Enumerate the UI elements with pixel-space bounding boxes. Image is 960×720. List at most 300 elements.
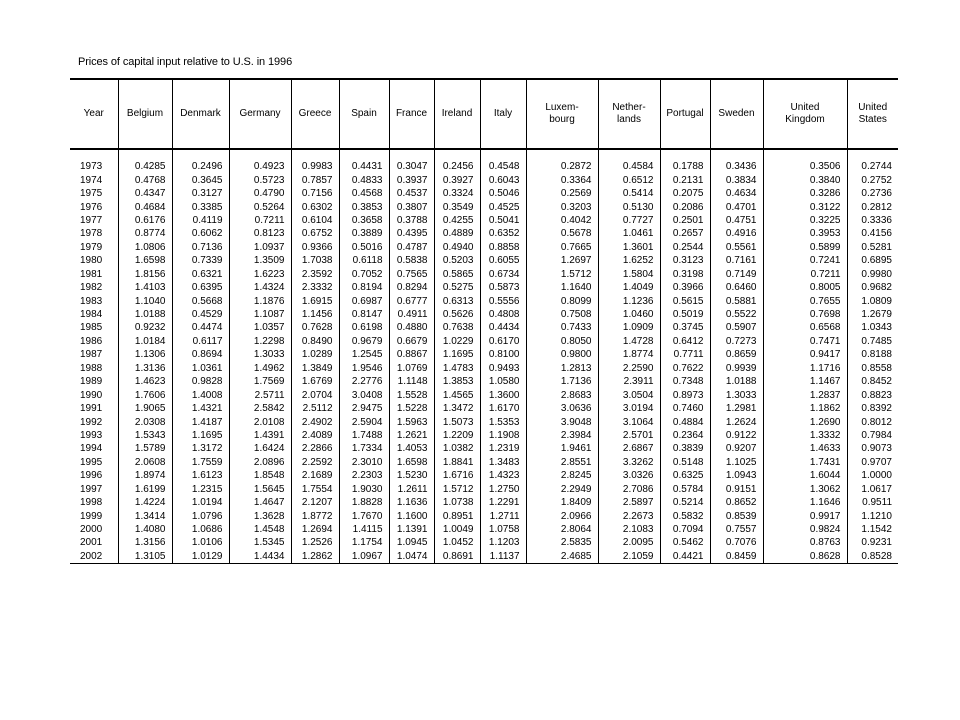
year-cell: 1990 xyxy=(80,389,103,401)
value-cell: 0.2872 xyxy=(526,160,598,173)
value-cell: 0.9824 xyxy=(763,523,847,536)
value-cell: 0.6412 xyxy=(660,335,710,348)
value-cell: 1.6424 xyxy=(229,442,291,455)
value-cell: 0.5016 xyxy=(339,241,389,254)
value-cell: 1.5712 xyxy=(434,483,480,496)
value-cell: 0.8188 xyxy=(847,348,898,361)
value-cell: 1.6170 xyxy=(480,402,526,415)
value-cell: 0.4119 xyxy=(172,214,229,227)
value-cell: 1.1876 xyxy=(229,294,291,307)
value-cell: 1.4115 xyxy=(339,523,389,536)
column-header-text: lands xyxy=(617,114,641,125)
value-cell: 1.3156 xyxy=(118,536,172,549)
value-cell: 0.6512 xyxy=(598,173,660,186)
value-cell: 2.5835 xyxy=(526,536,598,549)
value-cell: 0.7698 xyxy=(763,308,847,321)
value-cell: 0.6734 xyxy=(480,268,526,281)
value-cell: 2.0308 xyxy=(118,415,172,428)
value-cell: 2.1083 xyxy=(598,523,660,536)
value-cell: 0.3127 xyxy=(172,187,229,200)
value-cell: 0.6302 xyxy=(291,200,339,213)
value-cell: 0.6752 xyxy=(291,227,339,240)
value-cell: 1.8841 xyxy=(434,456,480,469)
value-cell: 1.3472 xyxy=(434,402,480,415)
value-cell: 0.9493 xyxy=(480,362,526,375)
value-cell: 0.6895 xyxy=(847,254,898,267)
value-cell: 1.4103 xyxy=(118,281,172,294)
value-cell: 0.8951 xyxy=(434,509,480,522)
value-cell: 0.2086 xyxy=(660,200,710,213)
value-cell: 1.0229 xyxy=(434,335,480,348)
value-cell: 1.2526 xyxy=(291,536,339,549)
value-cell: 3.9048 xyxy=(526,415,598,428)
value-cell: 0.4833 xyxy=(339,173,389,186)
value-cell: 0.2501 xyxy=(660,214,710,227)
value-cell: 0.4548 xyxy=(480,160,526,173)
value-cell: 0.8194 xyxy=(339,281,389,294)
year-cell: 1992 xyxy=(80,416,103,428)
value-cell: 0.8099 xyxy=(526,294,598,307)
value-cell: 1.3853 xyxy=(434,375,480,388)
spacer-cell xyxy=(710,149,763,160)
year-cell: 2000 xyxy=(80,524,103,536)
column-header-text: Belgium xyxy=(126,108,164,119)
value-cell: 1.3332 xyxy=(763,429,847,442)
value-cell: 0.3385 xyxy=(172,200,229,213)
value-cell: 1.0000 xyxy=(847,469,898,482)
value-cell: 1.2750 xyxy=(480,483,526,496)
value-cell: 1.3172 xyxy=(172,442,229,455)
value-cell: 1.2319 xyxy=(480,442,526,455)
value-cell: 1.2694 xyxy=(291,523,339,536)
value-cell: 0.9151 xyxy=(710,483,763,496)
value-cell: 0.2075 xyxy=(660,187,710,200)
value-cell: 1.0184 xyxy=(118,335,172,348)
value-cell: 1.3033 xyxy=(229,348,291,361)
value-cell: 0.7136 xyxy=(172,241,229,254)
value-cell: 1.6044 xyxy=(763,469,847,482)
value-cell: 3.0636 xyxy=(526,402,598,415)
value-cell: 1.7431 xyxy=(763,456,847,469)
value-cell: 0.8763 xyxy=(763,536,847,549)
value-cell: 1.6223 xyxy=(229,268,291,281)
value-cell: 0.5561 xyxy=(710,241,763,254)
value-cell: 0.3364 xyxy=(526,173,598,186)
column-header-text: Denmark xyxy=(180,108,221,119)
value-cell: 0.6460 xyxy=(710,281,763,294)
value-cell: 1.2621 xyxy=(389,429,434,442)
value-cell: 0.3123 xyxy=(660,254,710,267)
year-cell: 1975 xyxy=(80,188,103,200)
value-cell: 0.2544 xyxy=(660,241,710,254)
value-cell: 1.8156 xyxy=(118,268,172,281)
value-cell: 2.7086 xyxy=(598,483,660,496)
value-cell: 0.4911 xyxy=(389,308,434,321)
value-cell: 0.6321 xyxy=(172,268,229,281)
value-cell: 0.7727 xyxy=(598,214,660,227)
value-cell: 0.7508 xyxy=(526,308,598,321)
value-cell: 0.4940 xyxy=(434,241,480,254)
value-cell: 1.1600 xyxy=(389,509,434,522)
value-cell: 1.0106 xyxy=(172,536,229,549)
value-cell: 0.3745 xyxy=(660,321,710,334)
spacer-cell xyxy=(70,149,118,160)
table-row xyxy=(70,281,898,294)
value-cell: 0.8558 xyxy=(847,362,898,375)
value-cell: 1.6598 xyxy=(389,456,434,469)
value-cell: 1.5712 xyxy=(526,268,598,281)
table-row xyxy=(70,241,898,254)
value-cell: 0.8539 xyxy=(710,509,763,522)
value-cell: 2.8683 xyxy=(526,388,598,401)
value-cell: 0.5784 xyxy=(660,483,710,496)
value-cell: 1.8774 xyxy=(598,348,660,361)
table-row xyxy=(70,523,898,536)
spacer-cell xyxy=(763,149,847,160)
value-cell: 1.0580 xyxy=(480,375,526,388)
column-header-text: Ireland xyxy=(441,108,473,119)
value-cell: 0.9511 xyxy=(847,496,898,509)
value-cell: 0.7241 xyxy=(763,254,847,267)
table-row xyxy=(70,442,898,455)
value-cell: 1.0461 xyxy=(598,227,660,240)
value-cell: 1.1025 xyxy=(710,456,763,469)
table-row xyxy=(70,469,898,482)
year-cell: 1980 xyxy=(80,255,103,267)
value-cell: 2.1059 xyxy=(598,550,660,564)
value-cell: 0.7622 xyxy=(660,362,710,375)
value-cell: 1.1210 xyxy=(847,509,898,522)
column-header-text: Luxem- xyxy=(545,102,579,113)
value-cell: 0.2744 xyxy=(847,160,898,173)
spacer-cell xyxy=(480,149,526,160)
column-header-text: Nether- xyxy=(612,102,646,113)
value-cell: 1.1148 xyxy=(389,375,434,388)
value-cell: 1.4434 xyxy=(229,550,291,564)
value-cell: 0.8652 xyxy=(710,496,763,509)
value-cell: 0.7485 xyxy=(847,335,898,348)
value-cell: 0.2456 xyxy=(434,160,480,173)
value-cell: 2.4902 xyxy=(291,415,339,428)
value-cell: 0.6198 xyxy=(339,321,389,334)
value-cell: 0.9366 xyxy=(291,241,339,254)
value-cell: 0.7156 xyxy=(291,187,339,200)
value-cell: 0.4880 xyxy=(389,321,434,334)
spacer-cell xyxy=(229,149,291,160)
value-cell: 1.3414 xyxy=(118,509,172,522)
value-cell: 0.7460 xyxy=(660,402,710,415)
value-cell: 0.7628 xyxy=(291,321,339,334)
column-header xyxy=(118,79,172,149)
value-cell: 1.0343 xyxy=(847,321,898,334)
column-header xyxy=(660,79,710,149)
value-cell: 0.3549 xyxy=(434,200,480,213)
value-cell: 1.0738 xyxy=(434,496,480,509)
value-cell: 1.8772 xyxy=(291,509,339,522)
value-cell: 1.9461 xyxy=(526,442,598,455)
spacer-row xyxy=(70,149,898,160)
table-row xyxy=(70,321,898,334)
value-cell: 1.5345 xyxy=(229,536,291,549)
value-cell: 1.1636 xyxy=(389,496,434,509)
column-header xyxy=(389,79,434,149)
value-cell: 3.3262 xyxy=(598,456,660,469)
value-cell: 0.4684 xyxy=(118,200,172,213)
value-cell: 1.6598 xyxy=(118,254,172,267)
value-cell: 1.2611 xyxy=(389,483,434,496)
value-cell: 1.5230 xyxy=(389,469,434,482)
value-cell: 1.4783 xyxy=(434,362,480,375)
value-cell: 1.5528 xyxy=(389,388,434,401)
value-cell: 0.8659 xyxy=(710,348,763,361)
value-cell: 1.1695 xyxy=(172,429,229,442)
value-cell: 1.0129 xyxy=(172,550,229,564)
value-cell: 0.4751 xyxy=(710,214,763,227)
year-cell: 1973 xyxy=(80,161,103,173)
value-cell: 0.9682 xyxy=(847,281,898,294)
value-cell: 0.2496 xyxy=(172,160,229,173)
value-cell: 1.3509 xyxy=(229,254,291,267)
value-cell: 2.2866 xyxy=(291,442,339,455)
column-header-text: Germany xyxy=(239,108,281,119)
value-cell: 1.3628 xyxy=(229,509,291,522)
value-cell: 0.1788 xyxy=(660,160,710,173)
value-cell: 0.4285 xyxy=(118,160,172,173)
value-cell: 0.2364 xyxy=(660,429,710,442)
value-cell: 0.5046 xyxy=(480,187,526,200)
year-cell: 1976 xyxy=(80,201,103,213)
value-cell: 0.4347 xyxy=(118,187,172,200)
spacer-cell xyxy=(660,149,710,160)
value-cell: 0.5678 xyxy=(526,227,598,240)
value-cell: 0.6352 xyxy=(480,227,526,240)
value-cell: 1.1306 xyxy=(118,348,172,361)
value-cell: 1.8828 xyxy=(339,496,389,509)
value-cell: 1.7559 xyxy=(172,456,229,469)
year-cell: 1989 xyxy=(80,376,103,388)
value-cell: 1.6769 xyxy=(291,375,339,388)
value-cell: 1.2298 xyxy=(229,335,291,348)
year-cell: 1978 xyxy=(80,228,103,240)
value-cell: 1.4728 xyxy=(598,335,660,348)
value-cell: 1.7569 xyxy=(229,375,291,388)
value-cell: 0.7076 xyxy=(710,536,763,549)
value-cell: 1.2813 xyxy=(526,362,598,375)
value-cell: 0.6568 xyxy=(763,321,847,334)
value-cell: 2.9475 xyxy=(339,402,389,415)
value-cell: 1.4049 xyxy=(598,281,660,294)
value-cell: 2.0608 xyxy=(118,456,172,469)
value-cell: 2.3592 xyxy=(291,268,339,281)
column-header xyxy=(847,79,898,149)
value-cell: 2.4685 xyxy=(526,550,598,564)
value-cell: 0.3198 xyxy=(660,268,710,281)
value-cell: 0.9983 xyxy=(291,160,339,173)
value-cell: 1.7554 xyxy=(291,483,339,496)
value-cell: 1.2291 xyxy=(480,496,526,509)
value-cell: 2.4089 xyxy=(291,429,339,442)
value-cell: 1.3062 xyxy=(763,483,847,496)
value-cell: 0.3788 xyxy=(389,214,434,227)
value-cell: 1.3600 xyxy=(480,388,526,401)
year-cell: 1998 xyxy=(80,497,103,509)
table-row xyxy=(70,187,898,200)
value-cell: 1.8548 xyxy=(229,469,291,482)
value-cell: 1.2679 xyxy=(847,308,898,321)
value-cell: 1.0289 xyxy=(291,348,339,361)
value-cell: 2.2590 xyxy=(598,362,660,375)
value-cell: 1.1716 xyxy=(763,362,847,375)
value-cell: 1.7606 xyxy=(118,388,172,401)
value-cell: 1.0796 xyxy=(172,509,229,522)
header-row xyxy=(70,79,898,149)
value-cell: 2.1207 xyxy=(291,496,339,509)
value-cell: 1.0382 xyxy=(434,442,480,455)
value-cell: 1.4008 xyxy=(172,388,229,401)
value-cell: 0.5130 xyxy=(598,200,660,213)
value-cell: 0.4431 xyxy=(339,160,389,173)
value-cell: 2.2949 xyxy=(526,483,598,496)
value-cell: 0.3645 xyxy=(172,173,229,186)
table-row xyxy=(70,402,898,415)
value-cell: 0.4790 xyxy=(229,187,291,200)
year-cell: 1986 xyxy=(80,335,103,347)
value-cell: 1.2690 xyxy=(763,415,847,428)
value-cell: 2.5112 xyxy=(291,402,339,415)
table-row xyxy=(70,335,898,348)
column-header xyxy=(526,79,598,149)
value-cell: 0.5214 xyxy=(660,496,710,509)
table-row xyxy=(70,388,898,401)
value-cell: 0.5668 xyxy=(172,294,229,307)
value-cell: 0.7273 xyxy=(710,335,763,348)
value-cell: 0.4584 xyxy=(598,160,660,173)
value-cell: 1.6716 xyxy=(434,469,480,482)
value-cell: 1.9546 xyxy=(339,362,389,375)
value-cell: 0.9417 xyxy=(763,348,847,361)
value-cell: 0.8858 xyxy=(480,241,526,254)
value-cell: 0.3225 xyxy=(763,214,847,227)
value-cell: 0.7665 xyxy=(526,241,598,254)
value-cell: 2.0095 xyxy=(598,536,660,549)
value-cell: 2.1689 xyxy=(291,469,339,482)
value-cell: 1.0049 xyxy=(434,523,480,536)
value-cell: 0.5462 xyxy=(660,536,710,549)
value-cell: 0.8459 xyxy=(710,550,763,564)
value-cell: 0.3927 xyxy=(434,173,480,186)
table-row xyxy=(70,550,898,564)
value-cell: 2.3984 xyxy=(526,429,598,442)
value-cell: 1.2711 xyxy=(480,509,526,522)
value-cell: 0.3324 xyxy=(434,187,480,200)
value-cell: 0.8490 xyxy=(291,335,339,348)
value-cell: 0.4701 xyxy=(710,200,763,213)
value-cell: 0.8774 xyxy=(118,227,172,240)
value-cell: 0.5907 xyxy=(710,321,763,334)
value-cell: 2.3010 xyxy=(339,456,389,469)
value-cell: 0.5723 xyxy=(229,173,291,186)
value-cell: 0.9828 xyxy=(172,375,229,388)
column-header xyxy=(480,79,526,149)
year-cell: 1982 xyxy=(80,282,103,294)
value-cell: 0.3047 xyxy=(389,160,434,173)
value-cell: 0.3839 xyxy=(660,442,710,455)
column-header xyxy=(763,79,847,149)
table-row xyxy=(70,429,898,442)
value-cell: 1.1754 xyxy=(339,536,389,549)
value-cell: 0.7565 xyxy=(389,268,434,281)
value-cell: 0.7052 xyxy=(339,268,389,281)
value-cell: 1.2315 xyxy=(172,483,229,496)
value-cell: 1.0686 xyxy=(172,523,229,536)
value-cell: 0.3807 xyxy=(389,200,434,213)
value-cell: 0.3122 xyxy=(763,200,847,213)
value-cell: 1.1646 xyxy=(763,496,847,509)
value-cell: 3.0194 xyxy=(598,402,660,415)
value-cell: 2.3911 xyxy=(598,375,660,388)
value-cell: 1.1467 xyxy=(763,375,847,388)
year-cell: 2001 xyxy=(80,537,103,549)
table-row xyxy=(70,375,898,388)
value-cell: 1.5963 xyxy=(389,415,434,428)
value-cell: 1.3601 xyxy=(598,241,660,254)
year-cell: 1999 xyxy=(80,510,103,522)
value-cell: 0.3203 xyxy=(526,200,598,213)
value-cell: 0.8628 xyxy=(763,550,847,564)
value-cell: 0.4634 xyxy=(710,187,763,200)
value-cell: 3.0326 xyxy=(598,469,660,482)
spacer-cell xyxy=(172,149,229,160)
value-cell: 0.2131 xyxy=(660,173,710,186)
value-cell: 1.0809 xyxy=(847,294,898,307)
value-cell: 1.0474 xyxy=(389,550,434,564)
table-row xyxy=(70,268,898,281)
value-cell: 0.5275 xyxy=(434,281,480,294)
value-cell: 1.1695 xyxy=(434,348,480,361)
value-cell: 0.4568 xyxy=(339,187,389,200)
value-cell: 1.2209 xyxy=(434,429,480,442)
spacer-cell xyxy=(339,149,389,160)
value-cell: 1.0909 xyxy=(598,321,660,334)
value-cell: 1.4565 xyxy=(434,388,480,401)
value-cell: 0.6325 xyxy=(660,469,710,482)
table-row xyxy=(70,496,898,509)
value-cell: 1.6252 xyxy=(598,254,660,267)
value-cell: 0.6313 xyxy=(434,294,480,307)
value-cell: 0.3506 xyxy=(763,160,847,173)
table-row xyxy=(70,173,898,186)
value-cell: 1.0769 xyxy=(389,362,434,375)
value-cell: 1.4548 xyxy=(229,523,291,536)
value-cell: 1.2697 xyxy=(526,254,598,267)
value-cell: 0.2812 xyxy=(847,200,898,213)
column-header-text: bourg xyxy=(549,114,575,125)
value-cell: 1.1391 xyxy=(389,523,434,536)
year-cell: 1977 xyxy=(80,214,103,226)
value-cell: 1.0361 xyxy=(172,362,229,375)
value-cell: 0.5203 xyxy=(434,254,480,267)
spacer-cell xyxy=(847,149,898,160)
value-cell: 1.5789 xyxy=(118,442,172,455)
value-cell: 0.6987 xyxy=(339,294,389,307)
value-cell: 0.4808 xyxy=(480,308,526,321)
value-cell: 0.3953 xyxy=(763,227,847,240)
value-cell: 1.0617 xyxy=(847,483,898,496)
value-cell: 2.8064 xyxy=(526,523,598,536)
value-cell: 0.4923 xyxy=(229,160,291,173)
table-row xyxy=(70,254,898,267)
year-cell: 1974 xyxy=(80,174,103,186)
